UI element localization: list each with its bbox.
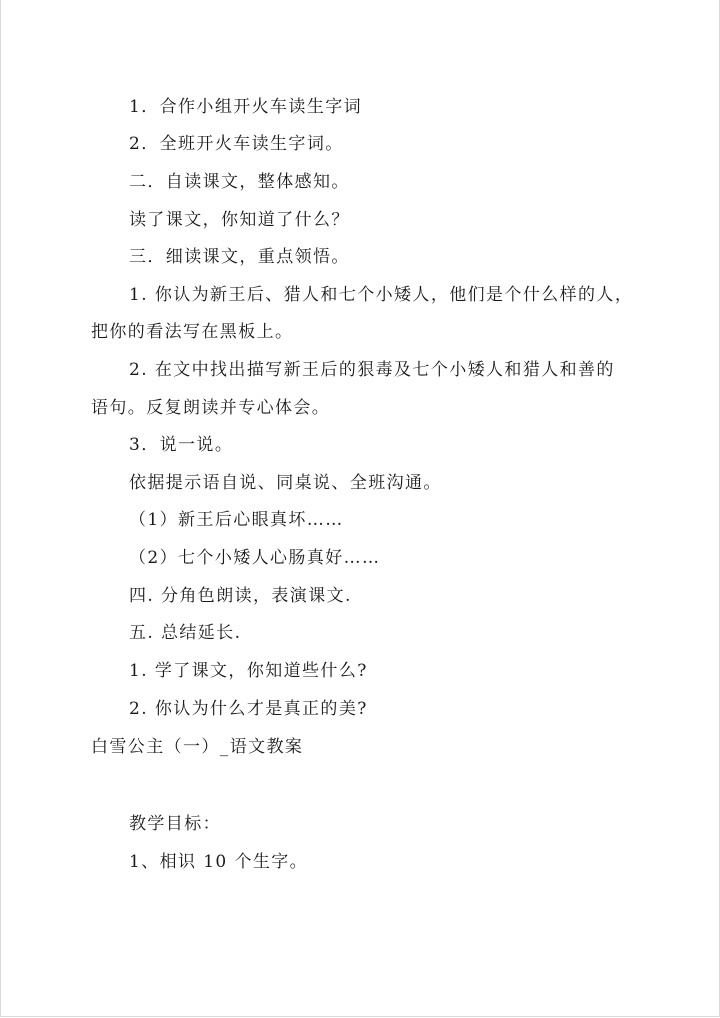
section-heading: 二．自读课文，整体感知。	[129, 172, 350, 192]
text-line: 把你的看法写在黑板上。	[91, 322, 294, 342]
text-line: 2. 你认为什么才是真正的美?	[129, 699, 368, 719]
section-heading: 四. 分角色朗读，表演课文.	[129, 586, 352, 606]
text-line: 2．全班开火车读生字词。	[129, 134, 344, 154]
section-heading: 三．细读课文，重点领悟。	[129, 247, 350, 267]
document-title: 白雪公主（一）_语文教案	[91, 737, 304, 757]
text-line: 1. 学了课文，你知道些什么?	[129, 661, 368, 681]
text-line: 语句。反复朗读并专心体会。	[91, 398, 331, 418]
text-line: （2）七个小矮人心肠真好……	[129, 548, 381, 568]
text-line: 2. 在文中找出描写新王后的狠毒及七个小矮人和猎人和善的	[129, 360, 615, 380]
text-line: 1．合作小组开火车读生字词	[129, 97, 363, 117]
text-line: 1. 你认为新王后、猎人和七个小矮人，他们是个什么样的人，	[129, 285, 634, 305]
text-line: 读了课文，你知道了什么？	[129, 210, 350, 230]
text-line: 3．说一说。	[129, 435, 234, 455]
section-heading: 五. 总结延长.	[129, 623, 242, 643]
text-line: （1）新王后心眼真坏……	[129, 510, 344, 530]
text-line: 依据提示语自说、同桌说、全班沟通。	[129, 473, 442, 493]
text-line: 1、相识 10 个生字。	[129, 852, 309, 872]
section-heading: 教学目标：	[129, 814, 221, 834]
